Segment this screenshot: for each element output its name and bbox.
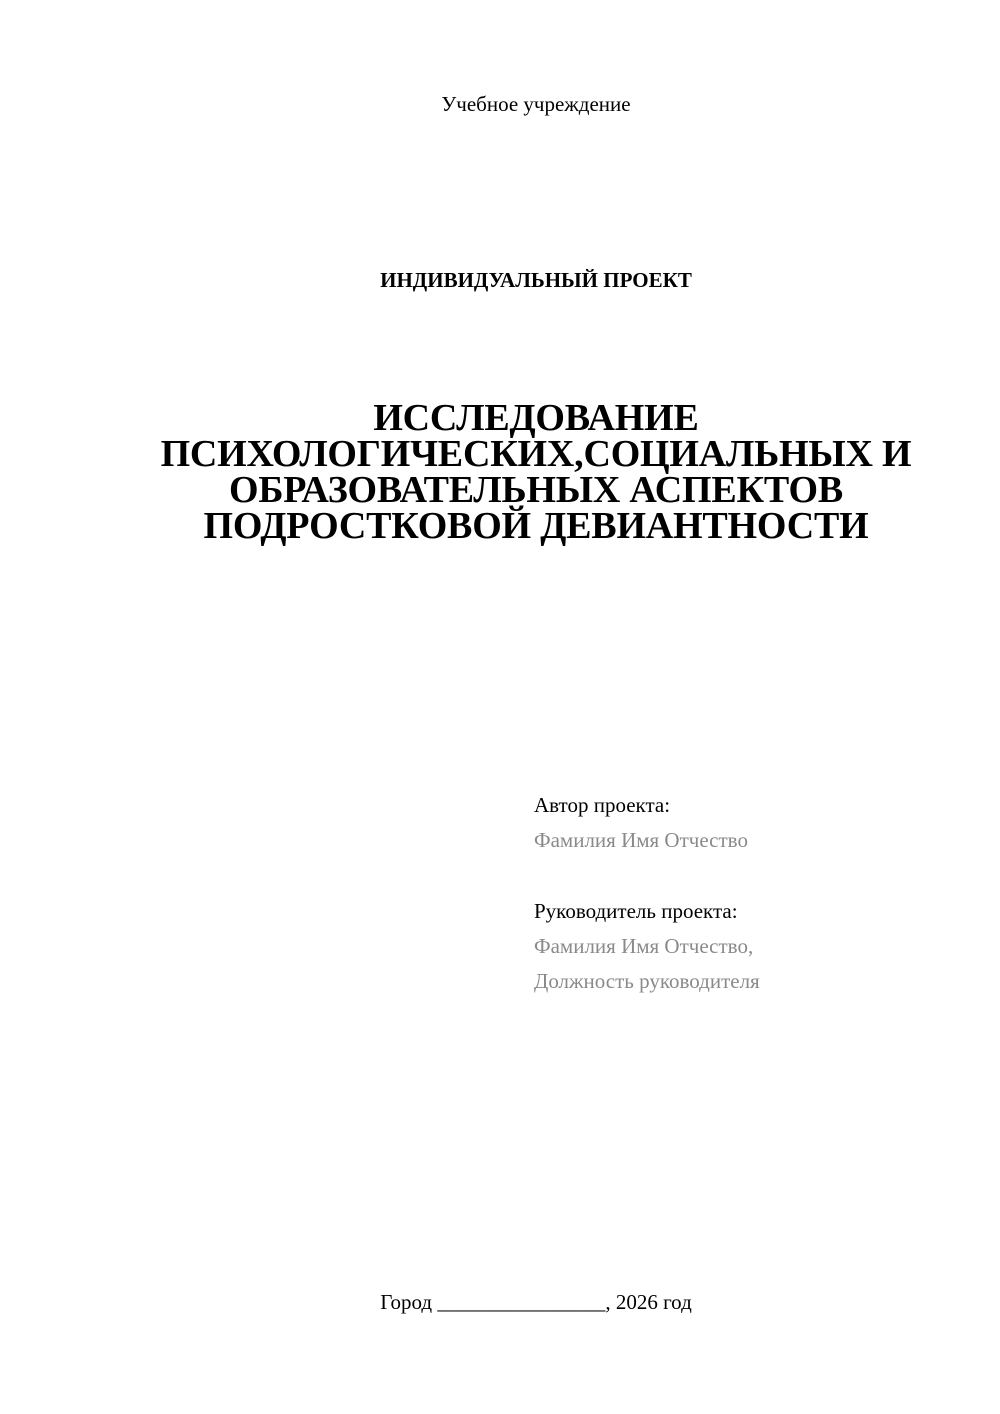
supervisor-label: Руководитель проекта: [534, 899, 738, 923]
supervisor-position: Должность руководителя [534, 969, 760, 993]
title-line: ИССЛЕДОВАНИЕ [373, 397, 699, 439]
author-name: Фамилия Имя Отчество [534, 828, 748, 852]
supervisor-name: Фамилия Имя Отчество, [534, 934, 754, 958]
city-year-line: Город ________________, 2026 год [380, 1290, 692, 1314]
document-type: ИНДИВИДУАЛЬНЫЙ ПРОЕКТ [380, 268, 692, 292]
project-info [534, 788, 954, 999]
title-line: ОБРАЗОВАТЕЛЬНЫХ АСПЕКТОВ [228, 469, 844, 511]
author-label: Автор проекта: [534, 793, 671, 817]
title-line: ПОДРОСТКОВОЙ ДЕВИАНТНОСТИ [203, 505, 869, 547]
institution-name: Учебное учреждение [441, 92, 631, 116]
title-line: ПСИХОЛОГИЧЕСКИХ,СОЦИАЛЬНЫХ И [160, 433, 912, 475]
info-spacer [534, 858, 954, 894]
project-title [130, 397, 942, 547]
